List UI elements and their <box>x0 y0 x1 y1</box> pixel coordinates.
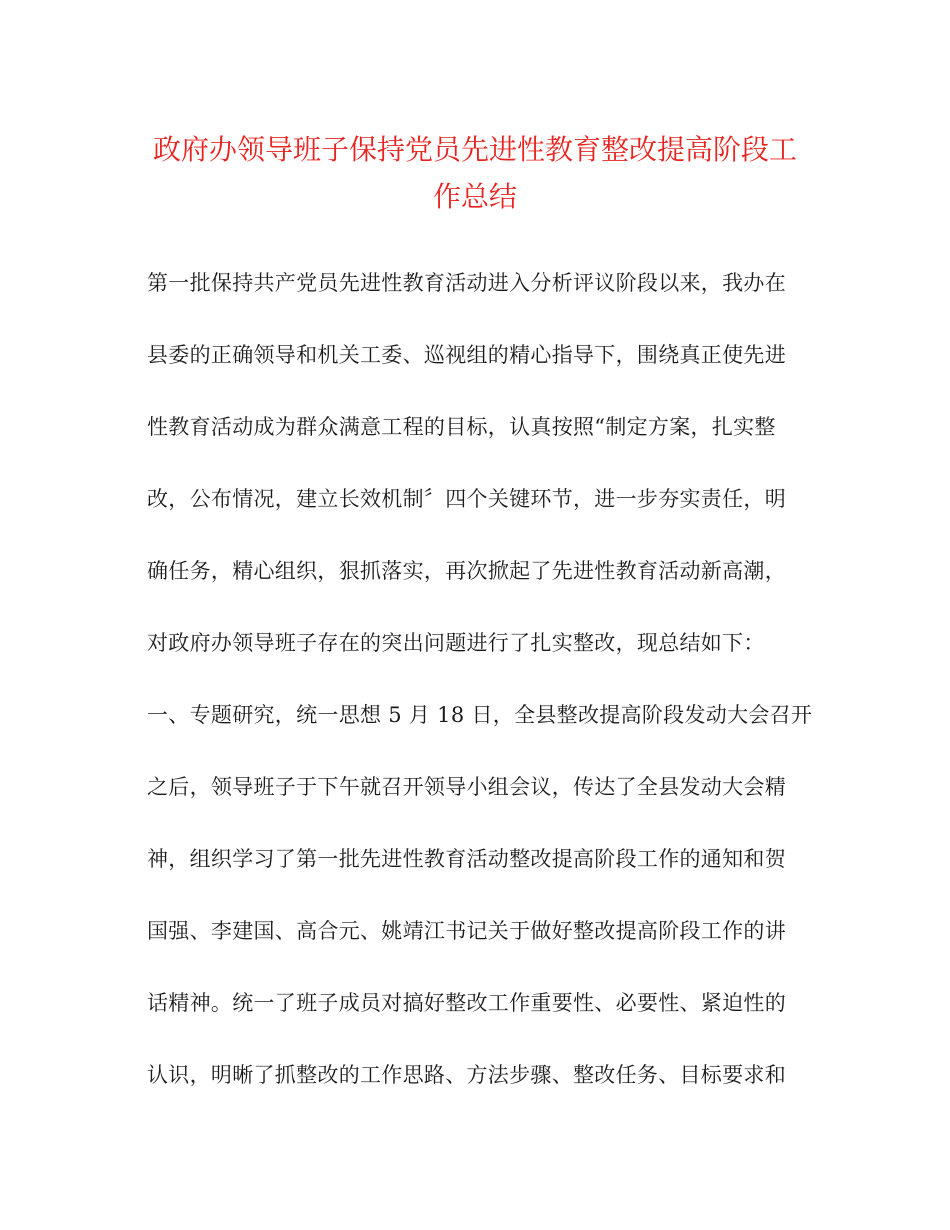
body-line: 第一批保持共产党员先进性教育活动进入分析评议阶段以来，我办在 <box>147 271 786 295</box>
body-line: 认识，明晰了抓整改的工作思路、方法步骤、整改任务、目标要求和 <box>147 1063 786 1087</box>
body-line: 国强、李建国、高合元、姚靖江书记关于做好整改提高阶段工作的讲 <box>147 919 786 943</box>
body-line: 县委的正确领导和机关工委、巡视组的精心指导下，围绕真正使先进 <box>147 343 786 367</box>
body-line: 话精神。统一了班子成员对搞好整改工作重要性、必要性、紧迫性的 <box>147 991 786 1015</box>
document-title-line-1: 政府办领导班子保持党员先进性教育整改提高阶段工 <box>152 133 797 166</box>
body-line: 性教育活动成为群众满意工程的目标，认真按照“制定方案，扎实整 <box>147 415 776 439</box>
document-title-line-2: 作总结 <box>432 180 517 213</box>
body-line: 改，公布情况，建立长效机制〞四个关键环节，进一步夯实责任，明 <box>147 487 786 511</box>
body-line: 之后，领导班子于下午就召开领导小组会议，传达了全县发动大会精 <box>147 775 786 799</box>
body-line: 神，组织学习了第一批先进性教育活动整改提高阶段工作的通知和贺 <box>147 847 786 871</box>
body-line: 对政府办领导班子存在的突出问题进行了扎实整改，现总结如下： <box>147 631 765 655</box>
body-line: 一、专题研究，统一思想 5 月 18 日，全县整改提高阶段发动大会召开 <box>147 703 813 727</box>
body-line: 确任务，精心组织，狠抓落实，再次掀起了先进性教育活动新高潮， <box>147 559 786 583</box>
